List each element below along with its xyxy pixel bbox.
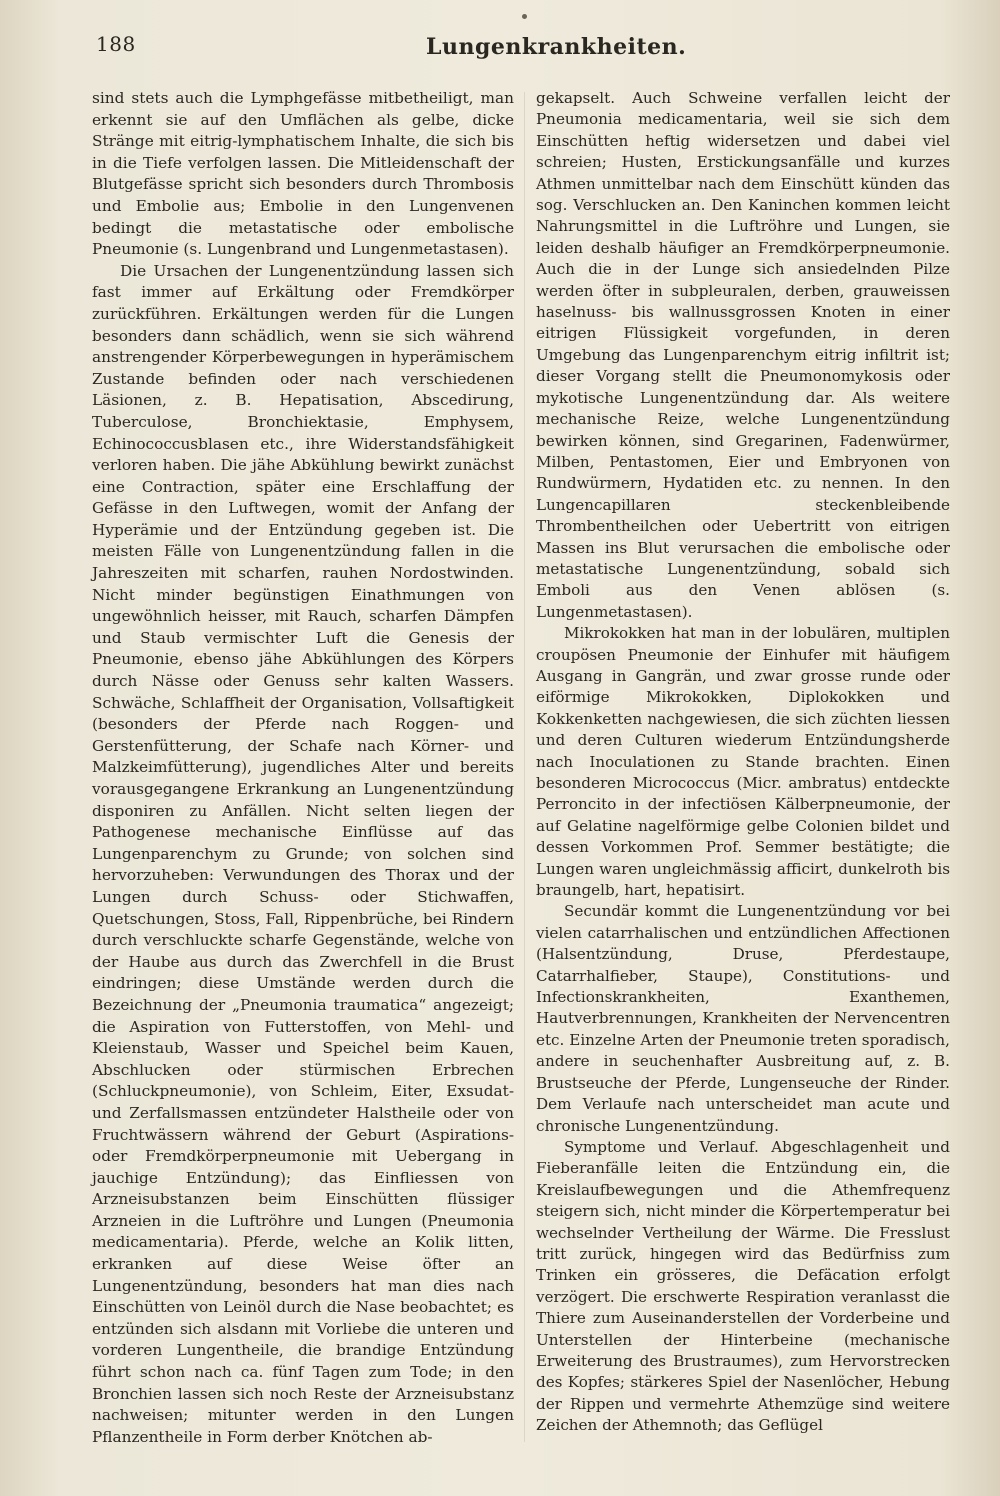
right-column [536, 88, 950, 1437]
page-number: 188 [96, 32, 136, 56]
paragraph: sind stets auch die Lymphgefässe mitbetheiligt, man erkennt sie auf den Umflächen als gelbe, dicke Stränge mit eitrig-lymphatischem Inhalte, die sich bis in die Tiefe verfolgen lassen. Die Mitleidenschaft der Blutgefässe spricht sich besonders durch Thrombosis und Embolie aus; Embolie in den Lungenvenen bedingt die metastatische oder embolische Pneumonie (s. Lungenbrand und Lungenmetastasen). [92, 89, 514, 259]
column-gutter [524, 92, 525, 1442]
paragraph: Symptome und Verlauf. Abgeschlagenheit und Fieberanfälle leiten die Entzündung ein, die Kreislaufbewegungen und die Athemfrequenz steigern sich, nicht minder die Körpertemperatur bei wechselnder Vertheilung der Wärme. Die Fresslust tritt zurück, hingegen wird das Bedürfniss zum Trinken ein grösseres, die Defäcation erfolgt verzögert. Die erschwerte Respiration veranlasst die Thiere zum Auseinanderstellen der Vorderbeine und Unterstellen der Hinterbeine (mechanische Erweiterung des Brustraumes), zum Hervorstrecken des Kopfes; stärkeres Spiel der Nasenlöcher, Hebung der Rippen und vermehrte Athemzüge sind weitere Zeichen der Athemnoth; das Geflügel [536, 1137, 950, 1435]
paragraph: Secundär kommt die Lungenentzündung vor bei vielen catarrhalischen und entzündlichen Affectionen (Halsentzündung, Druse, Pferdestaupe, Catarrhalfieber, Staupe), Constitutions- und Infectionskrankheiten, Exanthemen, Hautverbrennungen, Krankheiten der Nervencentren etc. Einzelne Arten der Pneumonie treten sporadisch, andere in seuchenhafter Ausbreitung auf, z. B. Brustseuche der Pferde, Lungenseuche der Rinder. Dem Verlaufe nach unterscheidet man acute und chronische Lungenentzündung. [536, 902, 950, 1135]
paragraph: Mikrokokken hat man in der lobulären, multiplen croupösen Pneumonie der Einhufer mit häufigem Ausgang in Gangrän, und zwar grosse runde oder eiförmige Mikrokokken, Diplokokken und Kokkenketten nachgewiesen, die sich züchten liessen und deren Culturen wiederum Entzündungsherde nach Inoculationen zu Stande brachten. Einen besonderen Micrococcus (Micr. ambratus) entdeckte Perroncito in der infectiösen Kälberpneumonie, der auf Gelatine nagelförmige gelbe Colonien bildet und dessen Vorkommen Prof. Semmer bestätigte; die Lungen waren ungleichmässig afficirt, dunkelroth bis braungelb, hart, hepatisirt. [536, 624, 950, 900]
running-title: Lungenkrankheiten. [426, 34, 687, 60]
ink-spot [522, 14, 527, 19]
paragraph: gekapselt. Auch Schweine verfallen leicht der Pneumonia medicamentaria, weil sie sich dem Einschütten heftig widersetzen und dabei viel schreien; Husten, Erstickungsanfälle und kurzes Athmen unmittelbar nach dem Einschütt künden das sog. Verschlucken an. Den Kaninchen kommen leicht Nahrungsmittel in die Luftröhre und Lungen, sie leiden deshalb häufiger an Fremdkörperpneumonie. Auch die in der Lunge sich ansiedelnden Pilze werden öfter in subpleuralen, derben, grauweissen haselnuss- bis wallnussgrossen Knoten in einer eitrigen Flüssigkeit vorgefunden, in deren Umgebung das Lungenparenchym eitrig infiltrit ist; dieser Vorgang stellt die Pneumonomykosis oder mykotische Lungenentzündung dar. Als weitere mechanische Reize, welche Lungenentzündung bewirken können, sind Gregarinen, Fadenwürmer, Milben, Pentastomen, Eier und Embryonen von Rundwürmern, Hydatiden etc. zu nennen. In den Lungencapillaren steckenbleibende Thrombentheilchen oder Uebertritt von eitrigen Massen ins Blut verursachen die embolische oder metastatische Lungenentzündung, sobald sich Emboli aus den Venen ablösen (s. Lungenmetastasen). [536, 89, 950, 621]
page-header [96, 30, 687, 70]
left-column [92, 88, 514, 1448]
paragraph: Die Ursachen der Lungenentzündung lassen sich fast immer auf Erkältung oder Fremdkörper zurückführen. Erkältungen werden für die Lungen besonders dann schädlich, wenn sie sich während anstrengender Körperbewegungen in hyperämischem Zustande befinden oder nach verschiedenen Läsionen, z. B. Hepatisation, Abscedirung, Tuberculose, Bronchiektasie, Emphysem, Echinococcusblasen etc., ihre Widerstandsfähigkeit verloren haben. Die jähe Abkühlung bewirkt zunächst eine Contraction, später eine Erschlaffung der Gefässe in den Luftwegen, womit der Anfang der Hyperämie und der Entzündung gegeben ist. Die meisten Fälle von Lungenentzündung fallen in die Jahreszeiten mit scharfen, rauhen Nordostwinden. Nicht minder begünstigen Einathmungen von ungewöhnlich heisser, mit Rauch, scharfen Dämpfen und Staub vermischter Luft die Genesis der Pneumonie, ebenso jähe Abkühlungen des Körpers durch Nässe oder Genuss sehr kalten Wassers. Schwäche, Schlaffheit der Organisation, Vollsaftigkeit (besonders der Pferde nach Roggen- und Gerstenfütterung, der Schafe nach Körner- und Malzkeimfütterung), jugendliches Alter und bereits vorausgegangene Erkrankung an Lungenentzündung disponiren zu Anfällen. Nicht selten liegen der Pathogenese mechanische Einflüsse auf das Lungenparenchym zu Grunde; von solchen sind hervorzuheben: Verwundungen des Thorax und der Lungen durch Schuss- oder Stichwaffen, Quetschungen, Stoss, Fall, Rippenbrüche, bei Rindern durch verschluckte scharfe Gegenstände, welche von der Haube aus durch das Zwerchfell in die Brust eindringen; diese Umstände werden durch die Bezeichnung der „Pneumonia traumatica“ angezeigt; die Aspiration von Futterstoffen, von Mehl- und Kleienstaub, Wasser und Speichel beim Kauen, Abschlucken oder stürmischen Erbrechen (Schluckpneumonie), von Schleim, Eiter, Exsudat- und Zerfallsmassen entzündeter Halstheile oder von Fruchtwässern während der Geburt (Aspirations- oder Fremdkörperpneumonie mit Uebergang in jauchige Entzündung); das Einfliessen von Arzneisubstanzen beim Einschütten flüssiger Arzneien in die Luftröhre und Lungen (Pneumonia medicamentaria). Pferde, welche an Kolik litten, erkranken auf diese Weise öfter an Lungenentzündung, besonders hat man dies nach Einschütten von Leinöl durch die Nase beobachtet; es entzünden sich alsdann mit Vorliebe die unteren und vorderen Lungentheile, die brandige Entzündung führt schon nach ca. fünf Tagen zum Tode; in den Bronchien lassen sich noch Reste der Arzneisubstanz nachweisen; mitunter werden in den Lungen Pflanzentheile in Form derber Knötchen ab- [92, 261, 514, 1446]
